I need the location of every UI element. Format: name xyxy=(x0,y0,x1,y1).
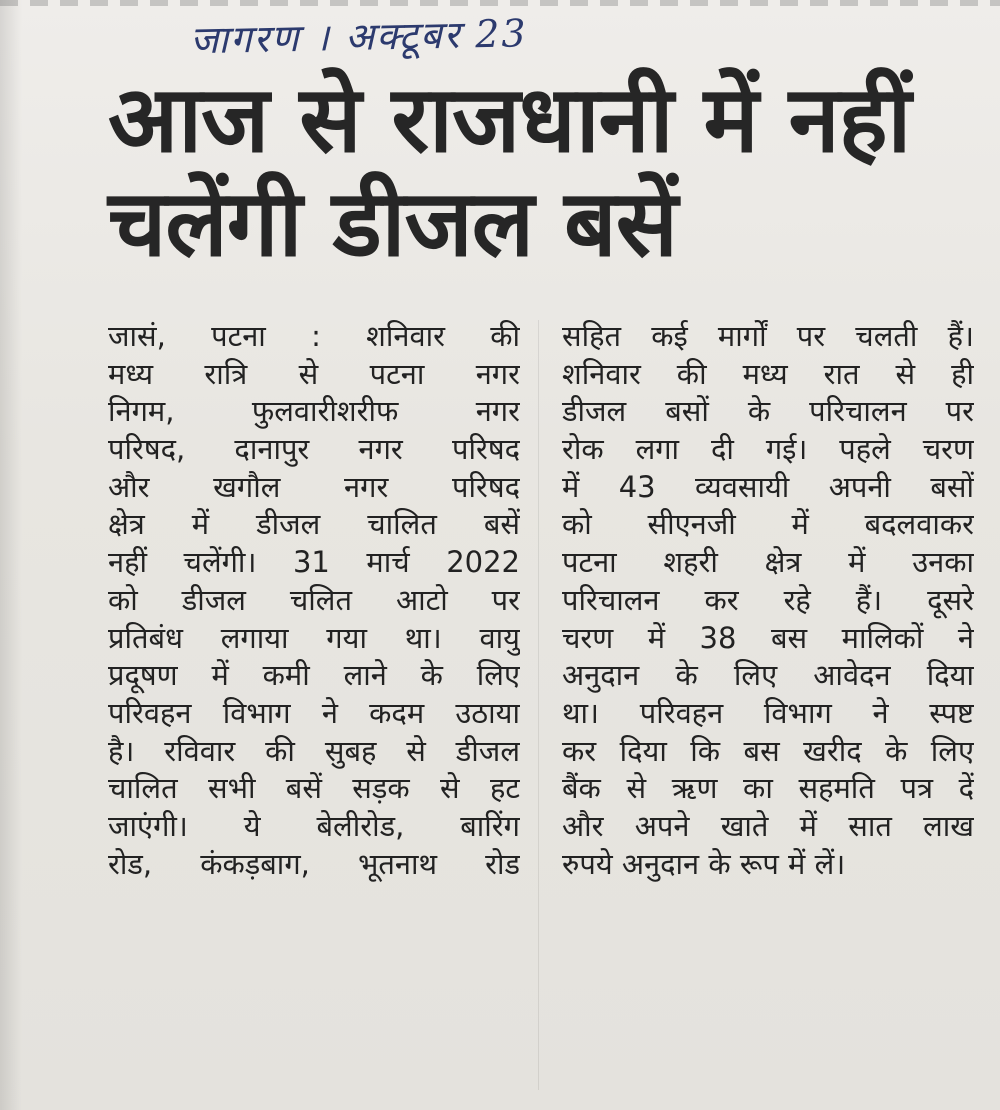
article-line: प्रदूषण में कमी लाने के लिए xyxy=(108,658,520,693)
headline-line-2: चलेंगी डीजल बसें xyxy=(108,170,677,277)
article-line: जाएंगी। ये बेलीरोड, बारिंग xyxy=(108,808,520,843)
article-line: चालित सभी बसें सड़क से हट xyxy=(108,771,520,806)
article-line: था। परिवहन विभाग ने स्पष्ट xyxy=(562,695,974,730)
article-line: रोक लगा दी गई। पहले चरण xyxy=(562,432,974,467)
handwritten-source-note: जागरण । अक्टूबर 23 xyxy=(189,11,529,63)
column-gutter xyxy=(538,320,539,1090)
article-line: क्षेत्र में डीजल चालित बसें xyxy=(108,507,520,542)
article-line: सहित कई मार्गों पर चलती हैं। xyxy=(562,319,974,353)
article-line: मध्य रात्रि से पटना नगर xyxy=(108,356,520,391)
article-line: चरण में 38 बस मालिकों ने xyxy=(562,620,974,655)
article-column-left xyxy=(108,318,520,883)
article-line: में 43 व्यवसायी अपनी बसों xyxy=(562,469,974,504)
article-line: को सीएनजी में बदलवाकर xyxy=(562,507,974,542)
article-line: परिवहन विभाग ने कदम उठाया xyxy=(108,695,520,730)
article-column-right xyxy=(562,318,974,883)
article-line: रुपये अनुदान के रूप में लें। xyxy=(562,846,846,881)
article-line: पटना शहरी क्षेत्र में उनका xyxy=(562,545,974,580)
article-line: प्रतिबंध लगाया गया था। वायु xyxy=(108,620,520,655)
headline-line-1: आज से राजधानी में नहीं xyxy=(108,66,911,173)
article-line: डीजल बसों के परिचालन पर xyxy=(562,394,974,429)
article-line: और खगौल नगर परिषद xyxy=(108,469,520,504)
article-line: बैंक से ऋण का सहमति पत्र दें xyxy=(562,771,974,806)
article-line: शनिवार की मध्य रात से ही xyxy=(562,356,974,391)
article-line: निगम, फुलवारीशरीफ नगर xyxy=(108,394,520,429)
cropped-top-text-strip xyxy=(0,0,1000,6)
article-line: कर दिया कि बस खरीद के लिए xyxy=(562,733,974,768)
article-line: और अपने खाते में सात लाख xyxy=(562,808,974,843)
article-line: जासं, पटना : शनिवार की xyxy=(108,319,520,353)
headline xyxy=(108,68,928,276)
article-line: है। रविवार की सुबह से डीजल xyxy=(108,733,520,768)
article-line: अनुदान के लिए आवेदन दिया xyxy=(562,658,974,693)
article-line: परिषद, दानापुर नगर परिषद xyxy=(108,432,520,467)
article-line: को डीजल चलित आटो पर xyxy=(108,582,520,617)
article-line: परिचालन कर रहे हैं। दूसरे xyxy=(562,582,974,617)
article-line: रोड, कंकड़बाग, भूतनाथ रोड xyxy=(108,846,520,881)
article-line: नहीं चलेंगी। 31 मार्च 2022 xyxy=(108,545,520,580)
